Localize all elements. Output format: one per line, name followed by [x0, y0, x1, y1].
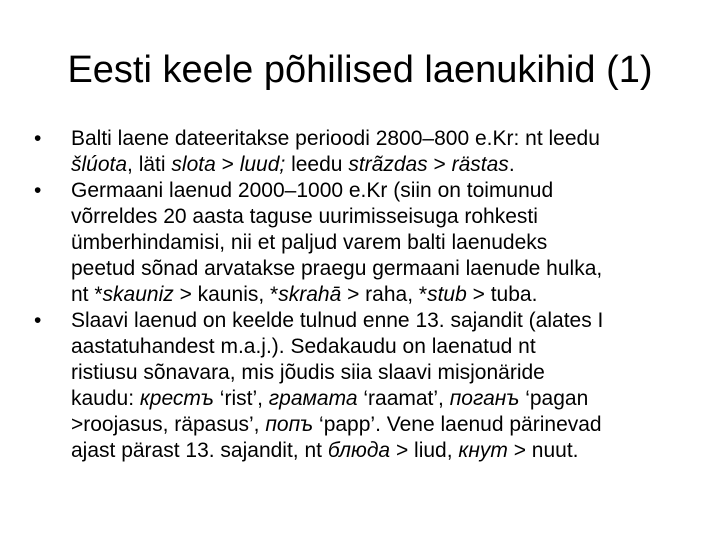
bullet-marker: •: [34, 309, 42, 332]
text-run: , läti: [127, 153, 172, 176]
text-run: võrreldes 20 aasta taguse uurimisseisuga rohkesti: [71, 205, 538, 228]
example-word: крестъ: [139, 387, 214, 410]
bullet-line: [71, 230, 694, 256]
bullet-line: [71, 438, 694, 464]
example-word: поганъ: [449, 387, 520, 410]
text-run: Germaani laenud 2000–1000 e.Kr (siin on toimunud: [71, 179, 554, 202]
bullet-item: [34, 308, 694, 464]
example-word: šlúota: [71, 153, 128, 176]
bullet-line: [71, 178, 694, 204]
text-run: Balti laene dateeritakse perioodi 2800–800 e.Kr: nt leedu: [71, 127, 600, 150]
bullet-item: [34, 178, 694, 308]
text-run: leedu: [285, 153, 349, 176]
bullet-marker: •: [34, 127, 42, 150]
text-run: > liud,: [390, 439, 459, 462]
bullet-line: [71, 152, 694, 178]
example-word: блюда: [327, 439, 391, 462]
slide-title: Eesti keele põhilised laenukihid (1): [67, 49, 653, 91]
bullet-line: [71, 204, 694, 230]
text-run: >: [427, 153, 452, 176]
text-run: kaudu:: [71, 387, 140, 410]
bullet-line: [71, 282, 694, 308]
example-word: strãzdas: [348, 153, 428, 176]
text-run: ‘pagan: [519, 387, 589, 410]
bullet-line: [71, 386, 694, 412]
text-run: aastatuhandest m.a.j.). Sedakaudu on laenatud nt: [71, 335, 536, 358]
example-word: slota: [171, 153, 216, 176]
text-run: ristiusu sõnavara, mis jõudis siia slaavi misjonäride: [71, 361, 545, 384]
example-word: rästas: [451, 153, 509, 176]
text-run: Slaavi laenud on keelde tulnud enne 13. sajandit (alates I: [71, 309, 604, 332]
text-run: > raha, *: [341, 283, 428, 306]
text-run: nt *: [71, 283, 103, 306]
text-run: > nuut.: [507, 439, 579, 462]
example-word: попъ: [265, 413, 314, 436]
example-word: skauniz: [102, 283, 174, 306]
bullet-line: [71, 126, 694, 152]
example-word: грамата: [268, 387, 358, 410]
bullet-list: [34, 126, 694, 464]
text-run: .: [508, 153, 515, 176]
example-word: stub: [427, 283, 467, 306]
bullet-line: [71, 308, 694, 334]
text-run: > kaunis, *: [173, 283, 279, 306]
bullet-line: [71, 256, 694, 282]
text-run: ‘papp’. Vene laenud pärinevad: [313, 413, 602, 436]
example-word: luud;: [239, 153, 286, 176]
bullet-line: [71, 360, 694, 386]
text-run: >: [215, 153, 240, 176]
bullet-line: [71, 334, 694, 360]
text-run: >roojasus, räpasus’,: [71, 413, 266, 436]
bullet-line: [71, 412, 694, 438]
bullet-marker: •: [34, 179, 42, 202]
text-run: peetud sõnad arvatakse praegu germaani laenude hulka,: [71, 257, 603, 280]
example-word: кнут: [458, 439, 508, 462]
example-word: skrahā: [278, 283, 342, 306]
text-run: ‘rist’,: [213, 387, 269, 410]
text-run: ajast pärast 13. sajandit, nt: [71, 439, 328, 462]
text-run: ümberhindamisi, nii et paljud varem balti laenudeks: [71, 231, 548, 254]
bullet-item: [34, 126, 694, 178]
text-run: > tuba.: [466, 283, 538, 306]
text-run: ‘raamat’,: [357, 387, 450, 410]
